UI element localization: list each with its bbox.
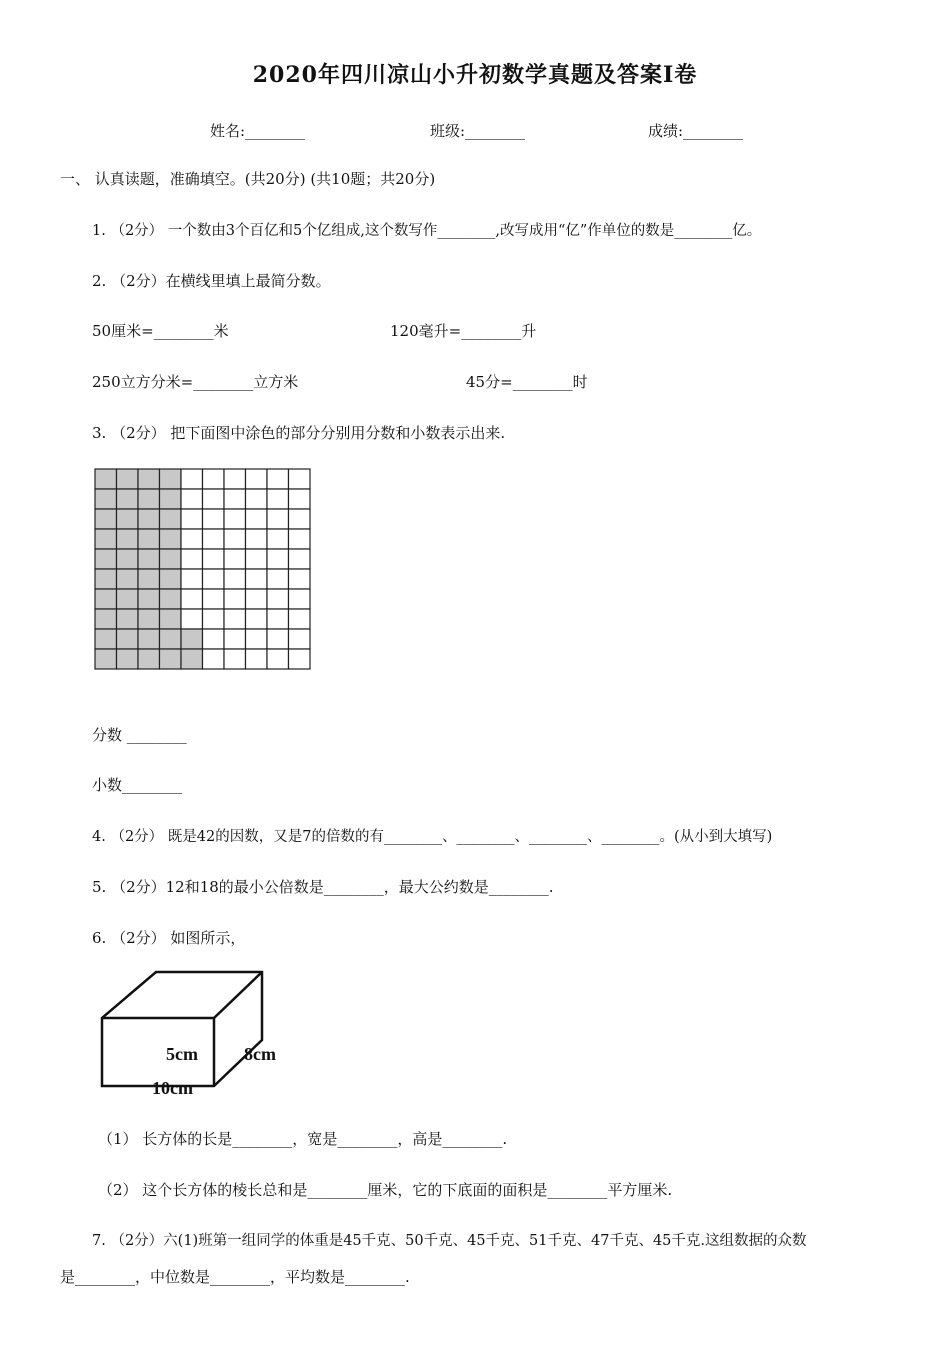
grid-cell-shaded [181,629,203,649]
grid-cell [203,509,225,529]
grid-cell [246,509,268,529]
grid-cell-shaded [95,609,117,629]
grid-cell [224,629,246,649]
grid-cell [224,609,246,629]
grid-cell [267,569,289,589]
score-field: 成绩:________ [648,122,744,140]
grid-cell-shaded [181,649,203,669]
question-6-part-2: （2） 这个长方体的棱长总和是________厘米，它的下底面的面积是________平方厘米. [98,1181,673,1199]
grid-cell [267,629,289,649]
grid-cell [289,629,311,649]
grid-cell [224,589,246,609]
grid-cell-shaded [117,549,139,569]
grid-cell [181,489,203,509]
grid-cell [267,489,289,509]
grid-cell [203,529,225,549]
grid-cell-shaded [117,649,139,669]
grid-cell [224,529,246,549]
grid-cell [181,569,203,589]
grid-cell-shaded [138,569,160,589]
width-label: 8cm [244,1044,276,1064]
grid-cell-shaded [160,569,182,589]
grid-cell-shaded [138,609,160,629]
grid-cell-shaded [160,469,182,489]
grid-cell-shaded [160,489,182,509]
grid-cell [224,549,246,569]
grid-cell [181,609,203,629]
grid-cell-shaded [160,529,182,549]
grid-cell-shaded [138,589,160,609]
grid-cell [246,649,268,669]
grid-cell [203,649,225,669]
question-2-item-d: 45分=________时 [466,373,588,391]
page-title: 2020年四川凉山小升初数学真题及答案I卷 [252,62,698,88]
grid-cell-shaded [95,489,117,509]
cuboid-figure [96,968,296,1098]
grid-cell-shaded [117,589,139,609]
question-2-item-a: 50厘米=________米 [92,322,229,340]
grid-cell [267,609,289,629]
grid-cell-shaded [138,549,160,569]
grid-cell-shaded [138,649,160,669]
grid-cell [203,549,225,569]
grid-cell [289,609,311,629]
question-6-part-1: （1） 长方体的长是________，宽是________，高是________. [98,1130,508,1148]
grid-cell [181,529,203,549]
grid-cell [181,509,203,529]
grid-cell-shaded [138,629,160,649]
grid-cell [246,469,268,489]
grid-cell-shaded [95,569,117,589]
grid-cell [267,469,289,489]
class-field: 班级:________ [430,122,526,140]
grid-cell-shaded [117,569,139,589]
grid-cell-shaded [160,549,182,569]
grid-cell [289,529,311,549]
grid-cell-shaded [117,469,139,489]
grid-cell-shaded [95,629,117,649]
grid-cell [267,589,289,609]
grid-cell [224,469,246,489]
grid-cell-shaded [95,549,117,569]
grid-cell [181,469,203,489]
grid-cell [289,649,311,669]
grid-cell [203,489,225,509]
grid-cell [203,609,225,629]
section-heading: 一、 认真读题，准确填空。(共20分) (共10题；共20分) [60,170,436,188]
question-4: 4. （2分） 既是42的因数，又是7的倍数的有________、________、________、________。(从小到大填写) [92,829,773,845]
grid-cell-shaded [117,529,139,549]
question-7-line-1: 7. （2分）六(1)班第一组同学的体重是45千克、50千克、45千克、51千克、47千克、45千克.这组数据的众数 [92,1233,807,1249]
grid-cell-shaded [95,589,117,609]
grid-cell [289,469,311,489]
grid-cell [267,529,289,549]
grid-cell-shaded [117,489,139,509]
grid-cell [289,589,311,609]
grid-cell-shaded [95,509,117,529]
grid-cell-shaded [160,589,182,609]
grid-cell-shaded [95,469,117,489]
grid-cell [224,509,246,529]
grid-cell-shaded [95,529,117,549]
grid-cell [289,549,311,569]
grid-cell [267,549,289,569]
grid-cell [224,649,246,669]
grid-cell [246,629,268,649]
grid-cell [203,469,225,489]
grid-cell-shaded [138,469,160,489]
question-2-stem: 2. （2分）在横线里填上最简分数。 [92,272,331,290]
grid-cell-shaded [117,629,139,649]
grid-cell [246,569,268,589]
name-field: 姓名:________ [210,122,306,140]
grid-cell [224,569,246,589]
length-label: 10cm [152,1078,193,1098]
question-3-decimal: 小数________ [92,776,183,794]
grid-cell [246,609,268,629]
grid-cell [181,589,203,609]
question-2-item-b: 120毫升=________升 [390,322,537,340]
grid-cell [246,589,268,609]
grid-cell-shaded [138,529,160,549]
grid-cell [246,549,268,569]
grid-cell [289,489,311,509]
height-label: 5cm [166,1044,198,1064]
grid-cell [181,549,203,569]
question-6-stem: 6. （2分） 如图所示， [92,929,246,947]
grid-cell-shaded [138,489,160,509]
grid-cell-shaded [117,609,139,629]
grid-cell-shaded [95,649,117,669]
question-1: 1. （2分） 一个数由3个百亿和5个亿组成,这个数写作________,改写成用“亿”作单位的数是________亿。 [92,223,762,239]
grid-cell [289,509,311,529]
grid-cell-shaded [160,649,182,669]
grid-cell [267,649,289,669]
grid-cell [203,629,225,649]
question-2-item-c: 250立方分米=________立方米 [92,373,299,391]
grid-cell [246,489,268,509]
question-3-fraction: 分数 ________ [92,726,187,744]
question-3-stem: 3. （2分） 把下面图中涂色的部分分别用分数和小数表示出来. [92,424,506,442]
grid-cell [267,509,289,529]
grid-cell-shaded [160,629,182,649]
grid-cell [203,569,225,589]
shaded-grid-figure [94,468,314,672]
grid-cell [246,529,268,549]
grid-cell [224,489,246,509]
grid-cell-shaded [160,509,182,529]
grid-cell [203,589,225,609]
grid-cell-shaded [138,509,160,529]
grid-cell [289,569,311,589]
question-7-line-2: 是________，中位数是________，平均数是________. [60,1268,410,1286]
grid-cell-shaded [160,609,182,629]
question-5: 5. （2分）12和18的最小公倍数是________，最大公约数是________. [92,878,554,896]
grid-cell-shaded [117,509,139,529]
